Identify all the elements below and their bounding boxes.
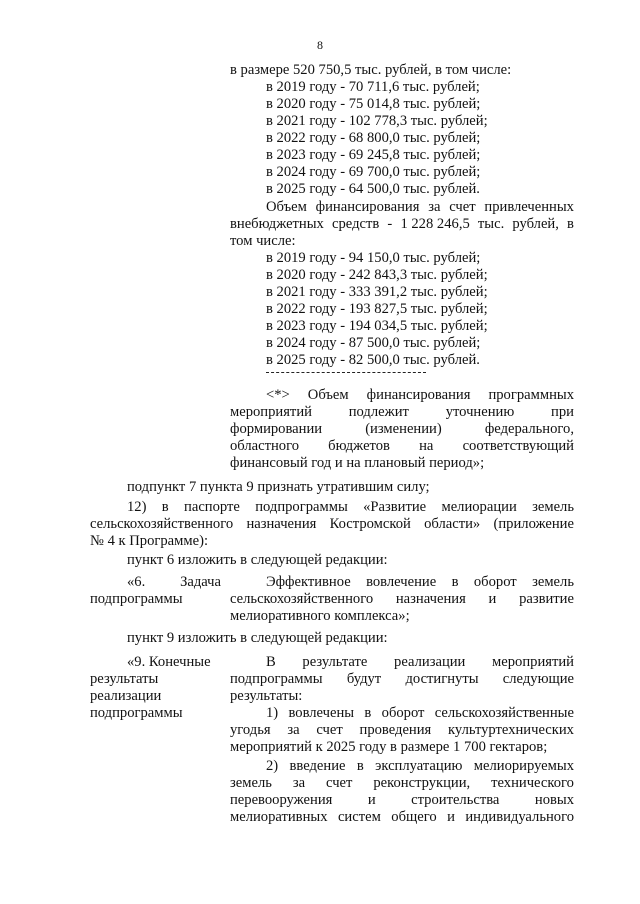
footnote-separator [266,372,426,373]
item6-text-line-2: сельскохозяйственного назначения и развитие [230,591,574,607]
item9-text-line-2: подпрограммы будут достигнуты следующие [230,671,574,687]
item6-label-line-2: подпрограммы [90,591,183,607]
paragraph-12-line-2: сельскохозяйственного назначения Костромской области» (приложение [90,516,574,532]
year-line: в 2025 году - 82 500,0 тыс. рублей. [266,352,480,368]
item9-text-line-3: результаты: [230,688,303,704]
footnote-line-2: мероприятий подлежит уточнению при [230,404,574,420]
paragraph-12-line-3: № 4 к Программе): [90,533,209,549]
result2-line-3: перевооружения и строительства новых [230,792,574,808]
year-line: в 2022 году - 68 800,0 тыс. рублей; [266,130,481,146]
paragraph-item-6: пункт 6 изложить в следующей редакции: [127,552,388,568]
year-line: в 2025 году - 64 500,0 тыс. рублей. [266,181,480,197]
year-line: в 2019 году - 94 150,0 тыс. рублей; [266,250,481,266]
year-line: в 2024 году - 87 500,0 тыс. рублей; [266,335,481,351]
footnote-line-3: формировании (изменении) федерального, [230,421,574,437]
result2-line-1: 2) введение в эксплуатацию мелиорируемых [266,758,574,774]
paragraph-subitem-7: подпункт 7 пункта 9 признать утратившим силу; [127,479,430,495]
item9-label-line-3: реализации [90,688,162,704]
result1-line-3: мероприятий к 2025 году в размере 1 700 гектаров; [230,739,548,755]
footnote-line-5: финансовый год и на плановый период»; [230,455,485,471]
item6-text-line-3: мелиоративного комплекса»; [230,608,410,624]
extrabudget-line-2: внебюджетных средств - 1 228 246,5 тыс. рублей, в [230,216,574,232]
year-line: в 2021 году - 333 391,2 тыс. рублей; [266,284,488,300]
item9-label-line-2: результаты [90,671,159,687]
result2-line-2: земель за счет реконструкции, технического [230,775,574,791]
result1-line-1: 1) вовлечены в оборот сельскохозяйственные [266,705,574,721]
result1-line-2: угодья за счет проведения культуртехнических [230,722,574,738]
year-line: в 2019 году - 70 711,6 тыс. рублей; [266,79,480,95]
year-line: в 2022 году - 193 827,5 тыс. рублей; [266,301,488,317]
item9-label-line-4: подпрограммы [90,705,183,721]
item9-label-line-1: «9. Конечные [127,654,211,670]
year-line: в 2020 году - 75 014,8 тыс. рублей; [266,96,481,112]
item9-text-line-1: В результате реализации мероприятий [266,654,574,670]
extrabudget-line-3: том числе: [230,233,296,249]
year-line: в 2023 году - 69 245,8 тыс. рублей; [266,147,481,163]
year-line: в 2023 году - 194 034,5 тыс. рублей; [266,318,488,334]
funding-intro: в размере 520 750,5 тыс. рублей, в том числе: [230,62,512,78]
item6-label-line-1: «6. Задача [127,574,221,590]
result2-line-4: мелиоративных систем общего и индивидуального [230,809,574,825]
year-line: в 2021 году - 102 778,3 тыс. рублей; [266,113,488,129]
footnote-line-1: <*> Объем финансирования программных [266,387,574,403]
page-number: 8 [317,38,323,52]
footnote-line-4: областного бюджетов на соответствующий [230,438,574,454]
paragraph-12-line-1: 12) в паспорте подпрограммы «Развитие мелиорации земель [127,499,574,515]
extrabudget-line-1: Объем финансирования за счет привлеченных [266,199,574,215]
year-line: в 2024 году - 69 700,0 тыс. рублей; [266,164,481,180]
item6-text-line-1: Эффективное вовлечение в оборот земель [266,574,574,590]
year-line: в 2020 году - 242 843,3 тыс. рублей; [266,267,488,283]
paragraph-item-9: пункт 9 изложить в следующей редакции: [127,630,388,646]
